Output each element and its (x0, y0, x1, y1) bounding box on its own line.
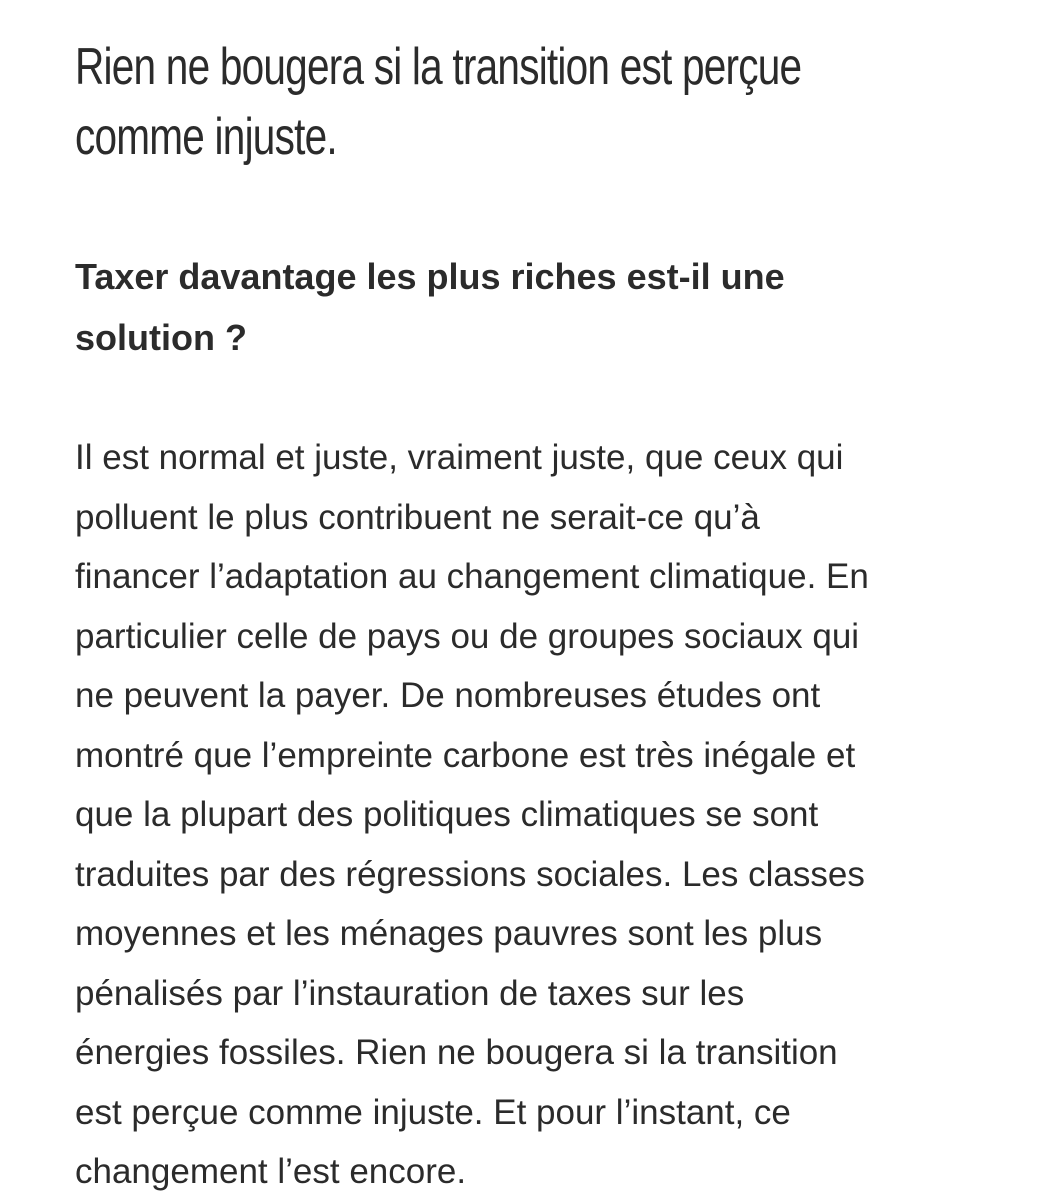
paragraph-line: énergies fossiles. Rien ne bougera si la transition (75, 1033, 838, 1072)
paragraph-line: changement l’est encore. (75, 1152, 467, 1191)
paragraph-line: traduites par des régressions sociales. Les classes (75, 854, 865, 894)
paragraph-line: que la plupart des politiques climatiques se sont (75, 795, 819, 834)
paragraph-line: montré que l’empreinte carbone est très inégale et (75, 735, 856, 775)
paragraph-line: financer l’adaptation au changement climatique. En (75, 557, 869, 596)
subheading (75, 246, 895, 368)
subheading-line: solution ? (75, 317, 247, 358)
subheading-line: Taxer davantage les plus riches est-il une (75, 256, 785, 297)
paragraph-line: polluent le plus contribuent ne serait-ce qu’à (75, 497, 760, 537)
headline-line: Rien ne bougera si la transition est perçue (75, 38, 802, 96)
paragraph-line: Il est normal et juste, vraiment juste, que ceux qui (75, 438, 844, 477)
article (75, 0, 1035, 1202)
headline (75, 32, 1011, 172)
body-paragraph (75, 428, 1035, 1202)
paragraph-line: moyennes et les ménages pauvres sont les plus (75, 914, 823, 953)
headline-line: comme injuste. (75, 108, 337, 166)
paragraph-line: particulier celle de pays ou de groupes sociaux qui (75, 616, 860, 656)
paragraph-line: est perçue comme injuste. Et pour l’instant, ce (75, 1092, 791, 1132)
paragraph-line: ne peuvent la payer. De nombreuses études ont (75, 676, 821, 715)
paragraph-line: pénalisés par l’instauration de taxes sur les (75, 973, 745, 1013)
